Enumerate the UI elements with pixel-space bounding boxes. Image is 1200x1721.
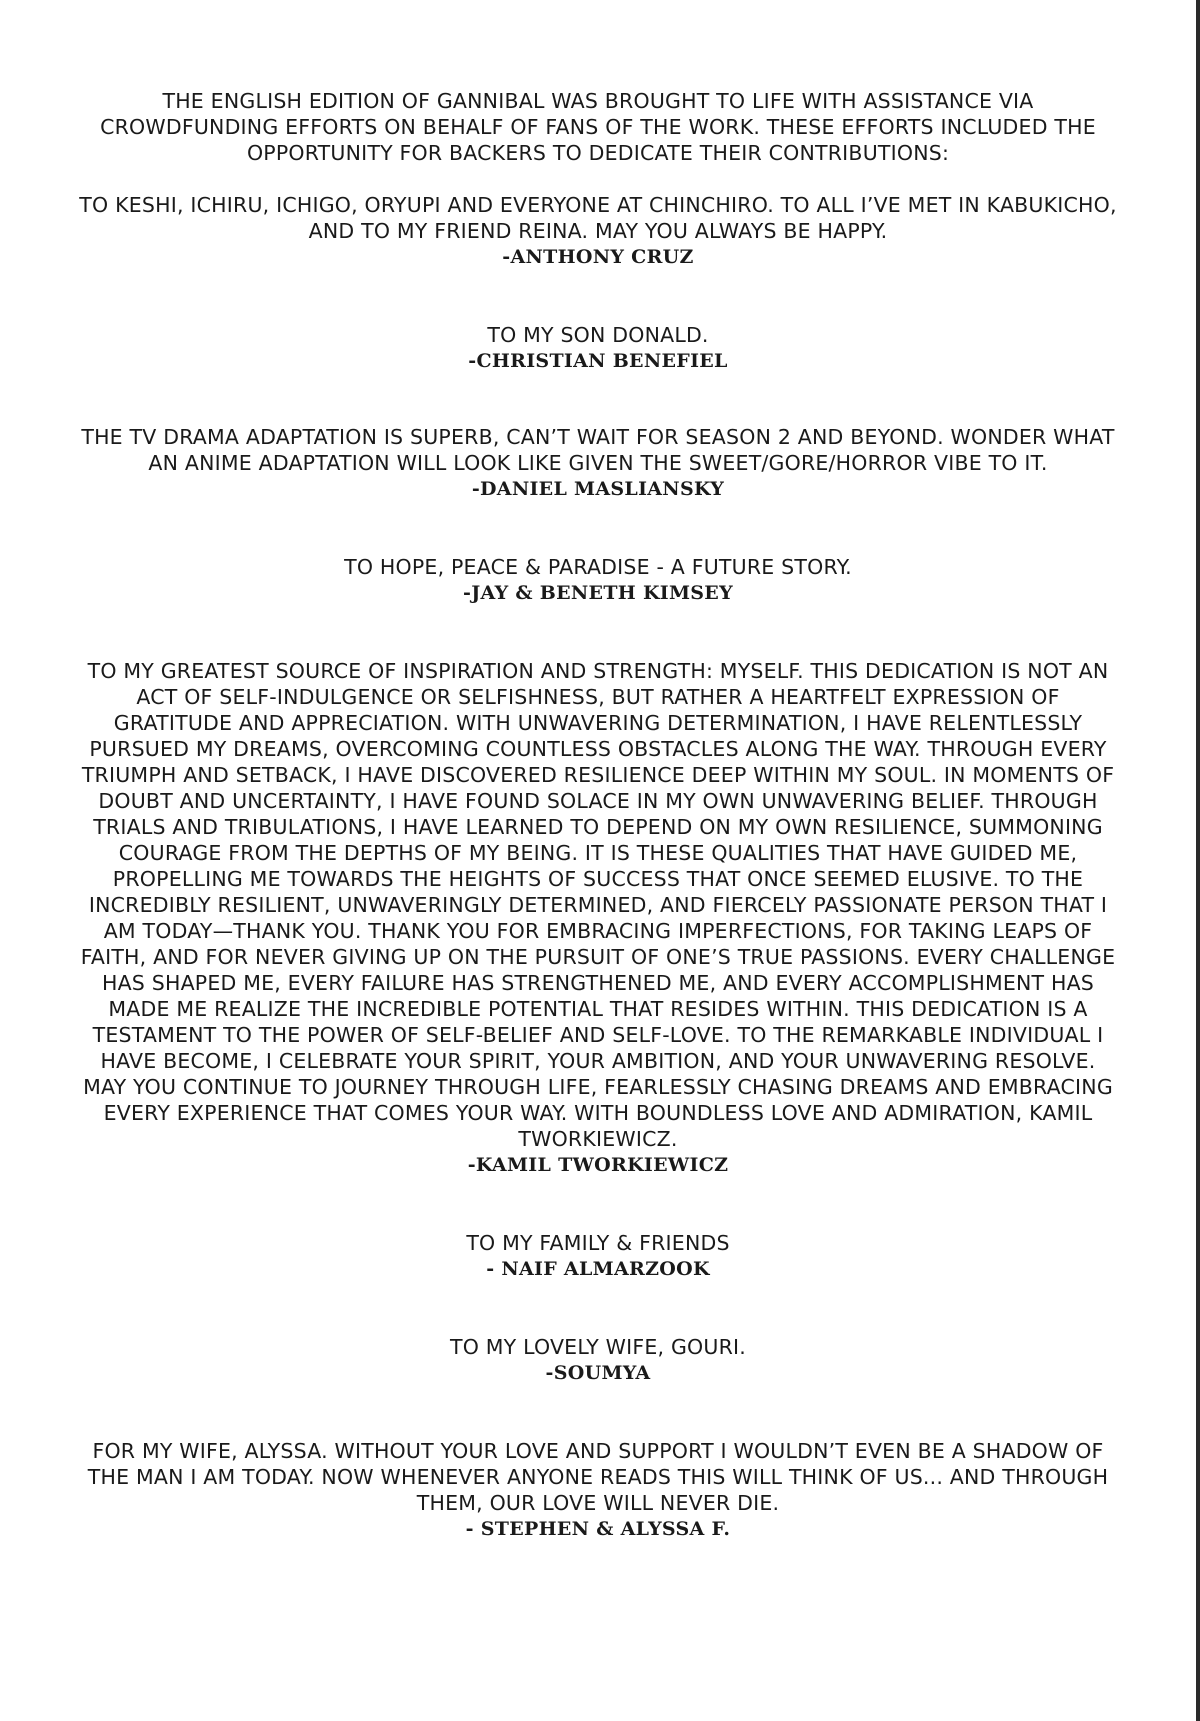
dedication-signature: - NAIF ALMARZOOK — [486, 1258, 710, 1280]
dedication-entry — [78, 1438, 1118, 1542]
dedication-signature: -JAY & BENETH KIMSEY — [463, 582, 733, 604]
dedication-entry — [78, 658, 1118, 1178]
dedication-entry — [78, 192, 1118, 270]
dedication-entry — [78, 322, 1118, 374]
dedication-entry — [78, 1230, 1118, 1282]
dedication-message: TO HOPE, PEACE & PARADISE - A FUTURE STORY. — [344, 555, 852, 579]
dedication-entry — [78, 424, 1118, 502]
dedication-message: TO KESHI, ICHIRU, ICHIGO, ORYUPI AND EVERYONE AT CHINCHIRO. TO ALL I’VE MET IN KABUKICHO, AND TO MY FRIEND REINA. MAY YOU ALWAYS BE HAPPY. — [79, 193, 1117, 243]
dedication-signature: - STEPHEN & ALYSSA F. — [465, 1518, 731, 1540]
dedication-message: TO MY FAMILY & FRIENDS — [466, 1231, 730, 1255]
dedication-signature: -SOUMYA — [545, 1362, 651, 1384]
intro-block — [78, 88, 1118, 166]
dedication-signature: -DANIEL MASLIANSKY — [471, 478, 725, 500]
dedication-entry — [78, 554, 1118, 606]
dedication-signature: -KAMIL TWORKIEWICZ — [467, 1154, 729, 1176]
dedication-message: FOR MY WIFE, ALYSSA. WITHOUT YOUR LOVE AND SUPPORT I WOULDN’T EVEN BE A SHADOW OF THE MAN I AM TODAY. NOW WHENEVER ANYONE READS THIS WILL THINK OF US... AND THROUGH THEM, OUR LOVE WILL NEVER DIE. — [87, 1439, 1109, 1515]
dedication-signature: -ANTHONY CRUZ — [502, 246, 694, 268]
dedication-message: TO MY LOVELY WIFE, GOURI. — [449, 1335, 746, 1359]
dedications-content — [78, 88, 1118, 1542]
intro-text: THE ENGLISH EDITION OF GANNIBAL WAS BROUGHT TO LIFE WITH ASSISTANCE VIA CROWDFUNDING EFFORTS ON BEHALF OF FANS OF THE WORK. THESE EFFORTS INCLUDED THE OPPORTUNITY FOR BACKERS TO DEDICATE THEIR CONTRIBUTIONS: — [100, 89, 1096, 165]
page-edge-border — [1196, 0, 1200, 1721]
dedication-message: TO MY GREATEST SOURCE OF INSPIRATION AND STRENGTH: MYSELF. THIS DEDICATION IS NOT AN ACT OF SELF-INDULGENCE OR SELFISHNESS, BUT RATHER A HEARTFELT EXPRESSION OF GRATITUDE AND APPRECIATION. WITH UNWAVERING DETERMINATION, I HAVE RELENTLESSLY PURSUED MY DREAMS, OVERCOMING COUNTLESS OBSTACLES ALONG THE WAY. THROUGH EVERY TRIUMPH AND SETBACK, I HAVE DISCOVERED RESILIENCE DEEP WITHIN MY SOUL. IN MOMENTS OF DOUBT AND UNCERTAINTY, I HAVE FOUND SOLACE IN MY OWN UNWAVERING BELIEF. THROUGH TRIALS AND TRIBULATIONS, I HAVE LEARNED TO DEPEND ON MY OWN RESILIENCE, SUMMONING COURAGE FROM THE DEPTHS OF MY BEING. IT IS THESE QUALITIES THAT HAVE GUIDED ME, PROPELLING ME TOWARDS THE HEIGHTS OF SUCCESS THAT ONCE SEEMED ELUSIVE. TO THE INCREDIBLY RESILIENT, UNWAVERINGLY DETERMINED, AND FIERCELY PASSIONATE PERSON THAT I AM TODAY—THANK YOU. THANK YOU FOR EMBRACING IMPERFECTIONS, FOR TAKING LEAPS OF FAITH, AND FOR NEVER GIVING UP ON THE PURSUIT OF ONE’S TRUE PASSIONS. EVERY CHALLENGE HAS SHAPED ME, EVERY FAILURE HAS STRENGTHENED ME, AND EVERY ACCOMPLISHMENT HAS MADE ME REALIZE THE INCREDIBLE POTENTIAL THAT RESIDES WITHIN. THIS DEDICATION IS A TESTAMENT TO THE POWER OF SELF-BELIEF AND SELF-LOVE. TO THE REMARKABLE INDIVIDUAL I HAVE BECOME, I CELEBRATE YOUR SPIRIT, YOUR AMBITION, AND YOUR UNWAVERING RESOLVE. MAY YOU CONTINUE TO JOURNEY THROUGH LIFE, FEARLESSLY CHASING DREAMS AND EMBRACING EVERY EXPERIENCE THAT COMES YOUR WAY. WITH BOUNDLESS LOVE AND ADMIRATION, KAMIL TWORKIEWICZ. — [80, 659, 1116, 1151]
dedication-message: TO MY SON DONALD. — [487, 323, 709, 347]
dedication-entry — [78, 1334, 1118, 1386]
dedication-signature: -CHRISTIAN BENEFIEL — [468, 350, 728, 372]
dedication-message: THE TV DRAMA ADAPTATION IS SUPERB, CAN’T WAIT FOR SEASON 2 AND BEYOND. WONDER WHAT AN ANIME ADAPTATION WILL LOOK LIKE GIVEN THE SWEET/GORE/HORROR VIBE TO IT. — [81, 425, 1115, 475]
